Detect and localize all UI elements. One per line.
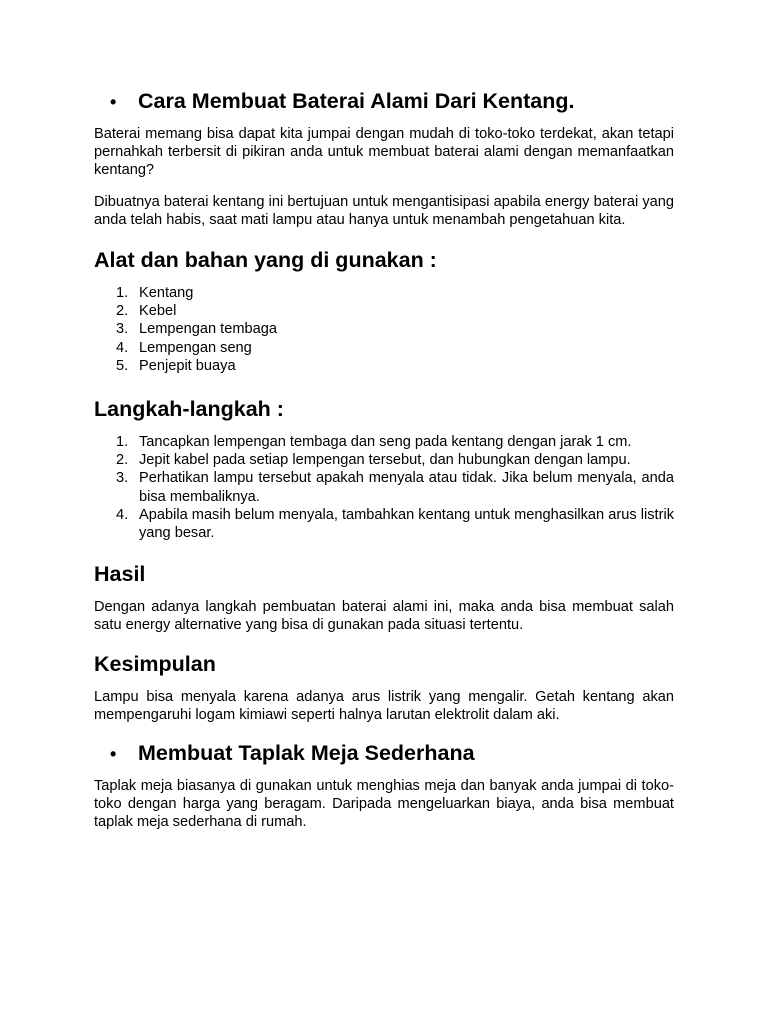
- section-title-text: Membuat Taplak Meja Sederhana: [138, 741, 475, 766]
- document-page: [94, 86, 674, 845]
- list-item: [94, 433, 674, 451]
- section-title-tablecloth: [92, 738, 674, 769]
- list-item: [94, 357, 674, 375]
- list-item: [94, 302, 674, 320]
- list-number: 3.: [116, 470, 129, 487]
- list-text: Kebel: [139, 303, 177, 320]
- steps-list: [94, 433, 674, 542]
- list-text: Kentang: [139, 285, 194, 302]
- list-item: [94, 506, 674, 542]
- tools-heading: Alat dan bahan yang di gunakan :: [94, 248, 437, 273]
- section-title-potato-battery: [92, 86, 674, 117]
- list-number: 4.: [116, 339, 129, 356]
- list-item: [94, 339, 674, 357]
- list-text: Lempengan tembaga: [139, 321, 277, 338]
- list-number: 1.: [116, 285, 129, 302]
- list-number: 2.: [116, 452, 129, 469]
- list-text: Apabila masih belum menyala, tambahkan kentang untuk menghasilkan arus listrik yang besar.: [139, 506, 674, 542]
- list-text: Tancapkan lempengan tembaga dan seng pada kentang dengan jarak 1 cm.: [139, 434, 632, 451]
- result-heading: Hasil: [94, 562, 146, 587]
- tablecloth-paragraph: Taplak meja biasanya di gunakan untuk menghias meja dan banyak anda jumpai di toko-toko dengan harga yang beragam. Daripada mengeluarkan biaya, anda bisa membuat taplak meja sederhana di rumah.: [94, 778, 674, 831]
- list-item: [94, 469, 674, 505]
- tools-list: [94, 284, 674, 375]
- section-title-text: Cara Membuat Baterai Alami Dari Kentang.: [138, 89, 575, 113]
- bullet-icon: •: [110, 92, 117, 112]
- intro-paragraph: Baterai memang bisa dapat kita jumpai dengan mudah di toko-toko terdekat, akan tetapi pernahkah terbersit di pikiran anda untuk membuat baterai alami dengan memanfaatkan kentang?: [94, 126, 674, 179]
- list-number: 3.: [116, 321, 129, 338]
- list-text: Perhatikan lampu tersebut apakah menyala atau tidak. Jika belum menyala, anda bisa membaliknya.: [139, 470, 674, 505]
- conclusion-paragraph: Lampu bisa menyala karena adanya arus listrik yang mengalir. Getah kentang akan mempengaruhi logam kimiawi seperti halnya larutan elektrolit dalam aki.: [94, 688, 674, 723]
- list-number: 5.: [116, 357, 129, 374]
- result-paragraph: Dengan adanya langkah pembuatan baterai alami ini, maka anda bisa membuat salah satu energy alternative yang bisa di gunakan pada situasi tertentu.: [94, 599, 674, 634]
- purpose-paragraph: Dibuatnya baterai kentang ini bertujuan untuk mengantisipasi apabila energy baterai yang anda telah habis, saat mati lampu atau hanya untuk menambah pengetahuan kita.: [94, 193, 674, 228]
- steps-heading: Langkah-langkah :: [94, 397, 284, 422]
- list-number: 1.: [116, 434, 129, 451]
- list-item: [94, 284, 674, 302]
- list-number: 2.: [116, 303, 129, 320]
- list-text: Penjepit buaya: [139, 357, 236, 374]
- list-item: [94, 320, 674, 338]
- conclusion-heading: Kesimpulan: [94, 651, 216, 676]
- list-number: 4.: [116, 506, 129, 523]
- list-text: Lempengan seng: [139, 339, 252, 356]
- list-text: Jepit kabel pada setiap lempengan tersebut, dan hubungkan dengan lampu.: [139, 452, 631, 469]
- bullet-icon: •: [110, 744, 117, 765]
- list-item: [94, 451, 674, 469]
